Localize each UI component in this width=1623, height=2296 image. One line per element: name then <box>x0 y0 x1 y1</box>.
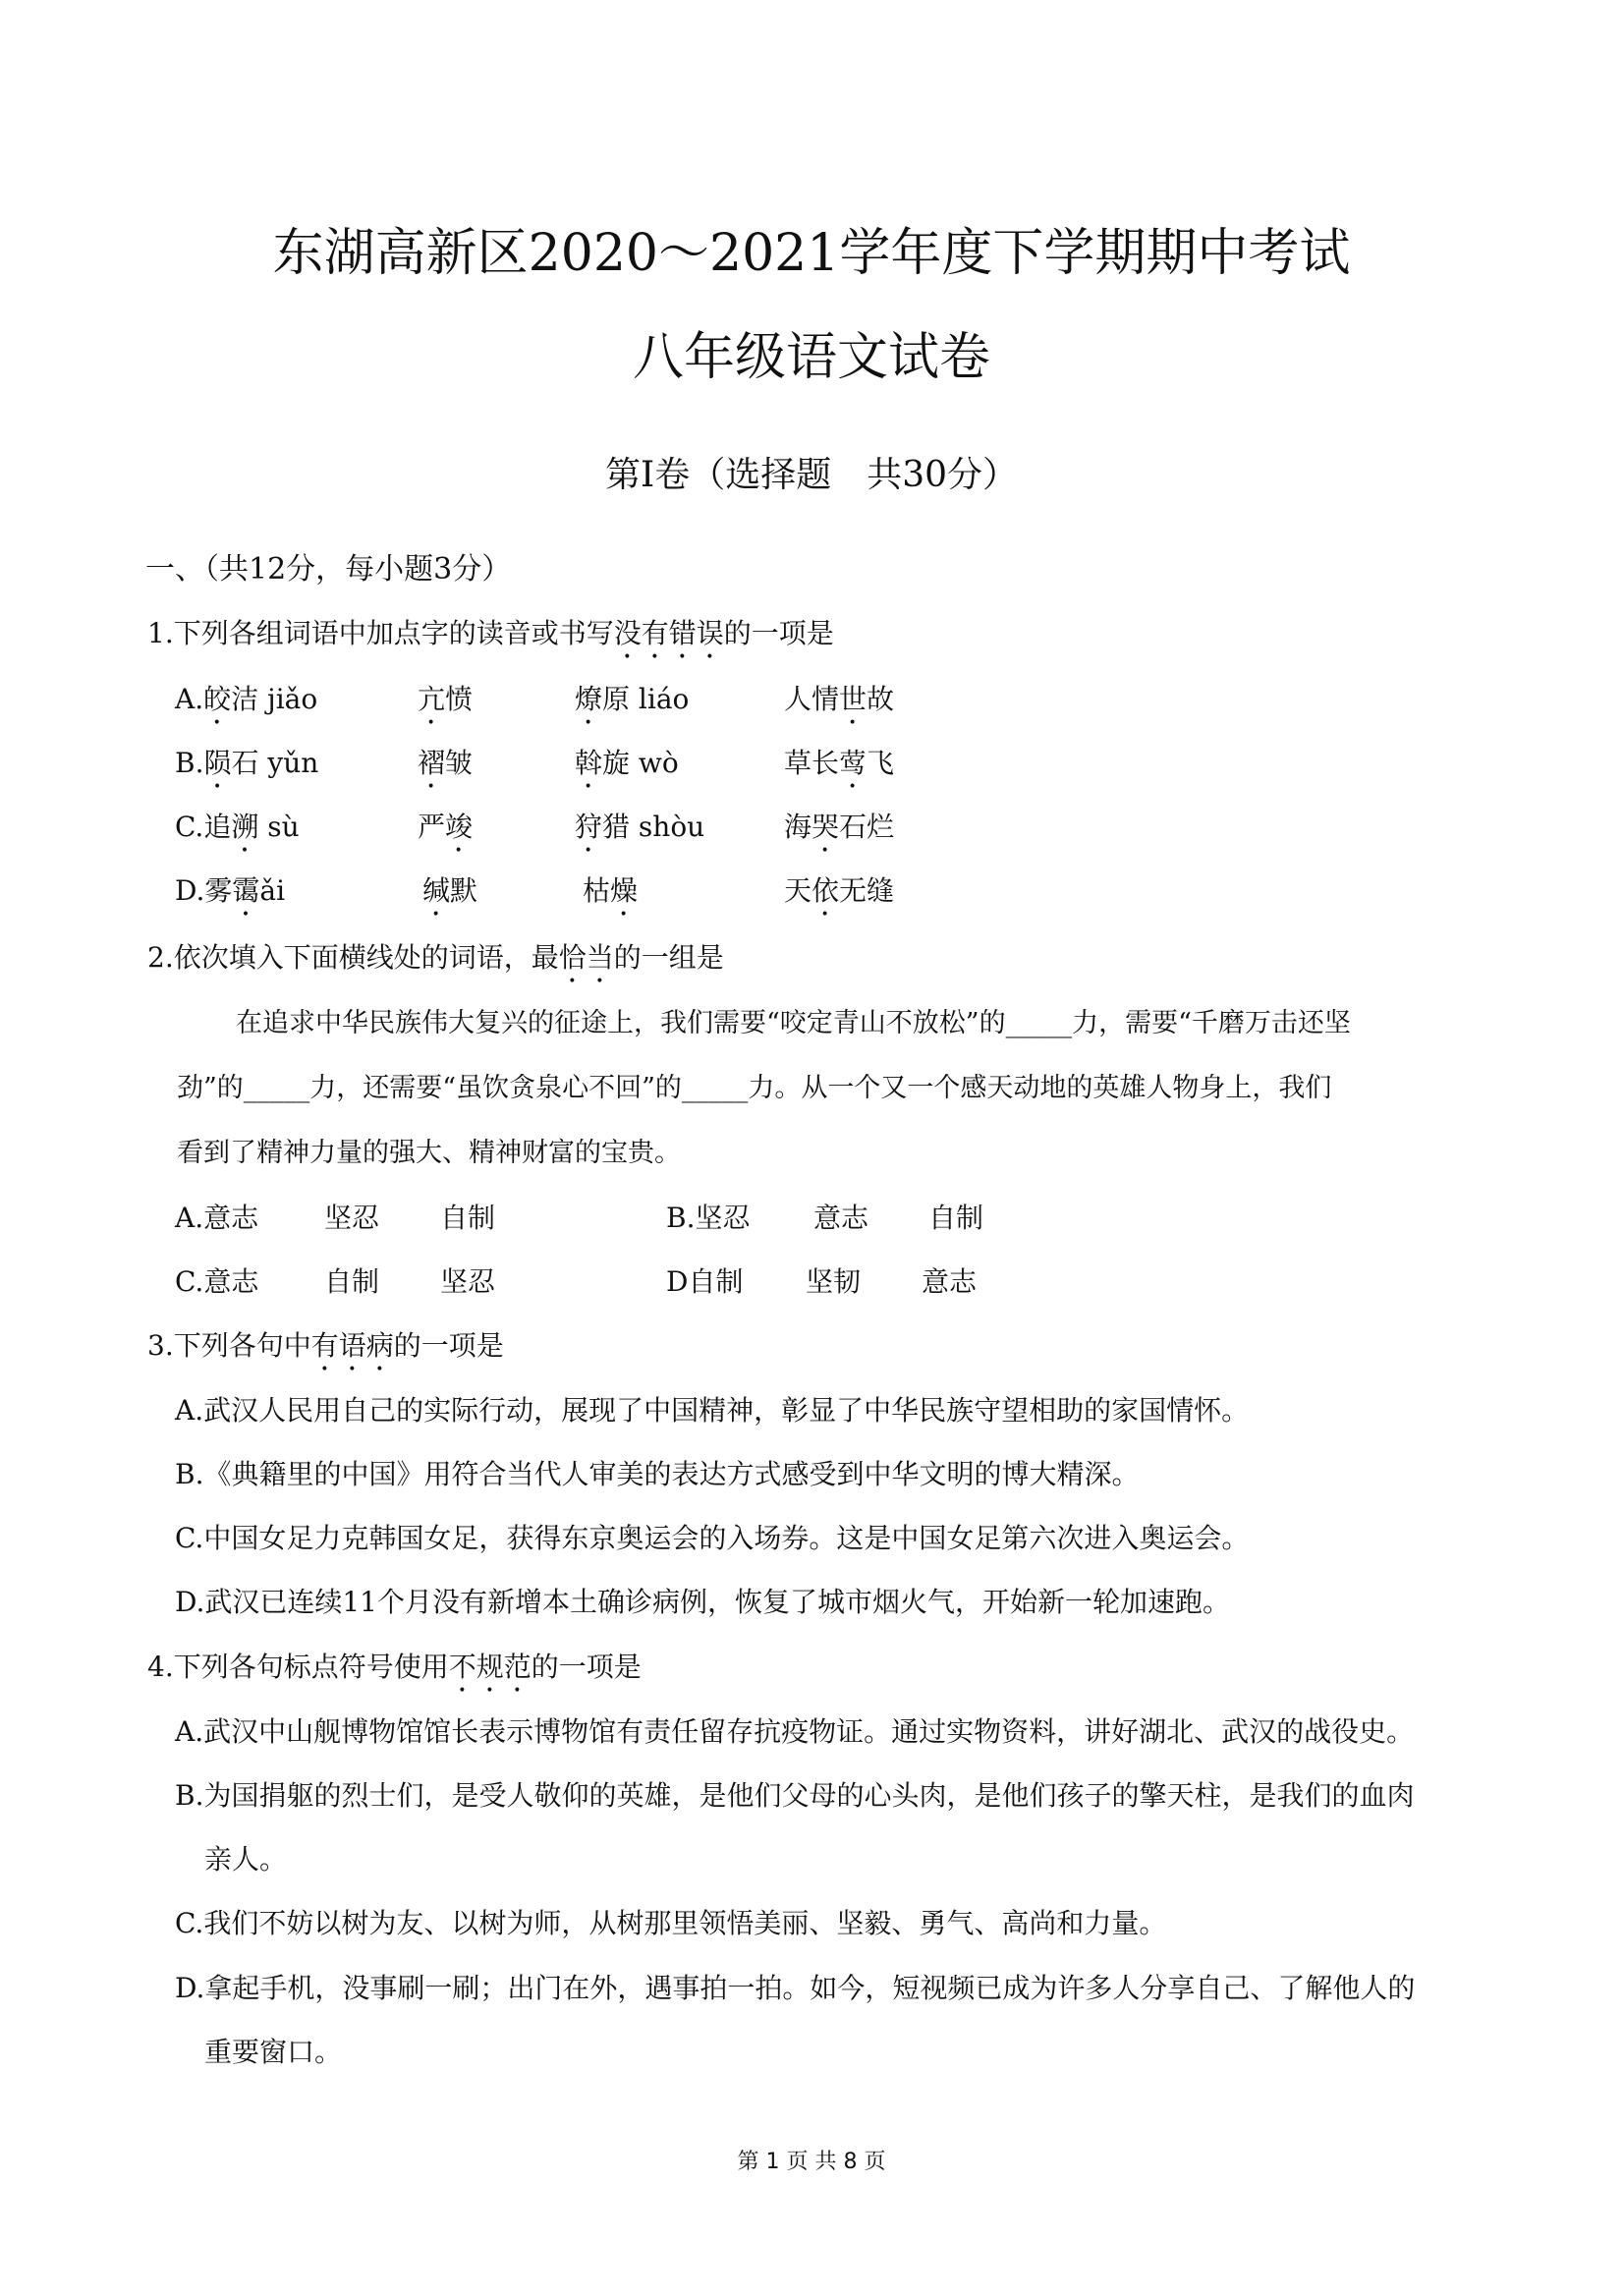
q2-passage-line-3: 看到了精神力量的强大、精神财富的宝贵。 <box>177 1138 681 1168</box>
question-1-stem: 1.下列各组词语中加点字的读音或书写没有错误的一项是 <box>147 617 834 649</box>
q2-option-b-2: 意志 <box>813 1202 869 1234</box>
q1-option-d-2: 缄默 <box>422 874 478 907</box>
q4-option-c: C.我们不妨以树为友、以树为师，从树那里领悟美丽、坚毅、勇气、高尚和力量。 <box>175 1907 1167 1939</box>
q2-option-c-3: 坚忍 <box>440 1265 496 1298</box>
q1-option-a-4: 人情世故 <box>784 683 895 715</box>
q1-option-c-3: 狩猎 shòu <box>575 811 705 843</box>
q2-option-c-2: 自制 <box>324 1265 380 1298</box>
q4-option-a: A.武汉中山舰博物馆馆长表示博物馆有责任留存抗疫物证。通过实物资料，讲好湖北、武汉的战役史。 <box>175 1715 1415 1748</box>
exam-title-line2: 八年级语文试卷 <box>632 328 990 387</box>
q1-option-c-4: 海哭石烂 <box>784 811 895 843</box>
q1-option-b-3: 斡旋 wò <box>575 747 679 779</box>
question-2-stem: 2.依次填入下面横线处的词语，最恰当的一组是 <box>147 941 724 974</box>
q2-option-a-3: 自制 <box>440 1202 496 1234</box>
q4-option-b-line-1: B.为国捐躯的烈士们，是受人敬仰的英雄，是他们父母的心头肉，是他们孩子的擎天柱，是我们的血肉 <box>175 1779 1415 1812</box>
q1-option-d-3: 枯燥 <box>583 874 639 907</box>
volume-title: 第Ⅰ卷（选择题 共30分） <box>604 455 1019 495</box>
question-3-stem: 3.下列各句中有语病的一项是 <box>147 1329 504 1362</box>
q4-option-d-line-2: 重要窗口。 <box>204 2036 343 2068</box>
q2-option-b-3: 自制 <box>928 1202 984 1234</box>
q2-option-d-2: 坚韧 <box>806 1265 862 1298</box>
q1-option-c-2: 严竣 <box>418 811 474 843</box>
q1-option-a-1: A.皎洁 jiǎo <box>175 683 318 715</box>
q4-option-d-line-1: D.拿起手机，没事刷一刷；出门在外，遇事拍一拍。如今，短视频已成为许多人分享自己、了解他人的 <box>175 1972 1416 2004</box>
q3-option-b: B.《典籍里的中国》用符合当代人审美的表达方式感受到中华文明的博大精深。 <box>175 1458 1140 1490</box>
q4-option-b-line-2: 亲人。 <box>204 1843 288 1876</box>
q2-passage-line-2: 劲”的_____力，还需要“虽饮贪泉心不回”的_____力。从一个又一个感天动地的英雄人物身上，我们 <box>177 1073 1332 1103</box>
q2-option-d-1: D自制 <box>666 1265 744 1298</box>
q3-option-a: A.武汉人民用自己的实际行动，展现了中国精神，彰显了中华民族守望相助的家国情怀。 <box>175 1394 1250 1427</box>
q1-option-b-1: B.陨石 yǔn <box>175 747 319 779</box>
q2-option-a-1: A.意志 <box>175 1202 259 1234</box>
q2-option-d-3: 意志 <box>922 1265 978 1298</box>
q1-option-d-1: D.雾霭ǎi <box>175 874 286 907</box>
page-number: 第 1 页 共 8 页 <box>737 2150 886 2174</box>
q2-passage-line-1: 在追求中华民族伟大复兴的征途上，我们需要“咬定青山不放松”的_____力，需要“千磨万击还坚 <box>236 1008 1351 1038</box>
q2-option-a-2: 坚忍 <box>324 1202 380 1234</box>
section-heading: 一、（共12分，每小题3分） <box>145 552 512 587</box>
exam-title-line1: 东湖高新区2020～2021学年度下学期期中考试 <box>272 224 1351 283</box>
q1-option-a-2: 亢愤 <box>418 683 474 715</box>
q1-option-a-3: 燎原 liáo <box>575 683 690 715</box>
q2-option-b-1: B.坚忍 <box>666 1202 751 1234</box>
q1-option-c-1: C.追溯 sù <box>175 811 300 843</box>
q1-option-d-4: 天依无缝 <box>784 874 895 907</box>
q3-option-d: D.武汉已连续11个月没有新增本土确诊病例，恢复了城市烟火气，开始新一轮加速跑。 <box>175 1586 1230 1618</box>
q1-option-b-4: 草长莺飞 <box>784 747 895 779</box>
q2-option-c-1: C.意志 <box>175 1265 259 1298</box>
question-4-stem: 4.下列各句标点符号使用不规范的一项是 <box>147 1651 642 1683</box>
q1-option-b-2: 褶皱 <box>418 747 474 779</box>
q3-option-c: C.中国女足力克韩国女足，获得东京奥运会的入场券。这是中国女足第六次进入奥运会。 <box>175 1522 1250 1554</box>
